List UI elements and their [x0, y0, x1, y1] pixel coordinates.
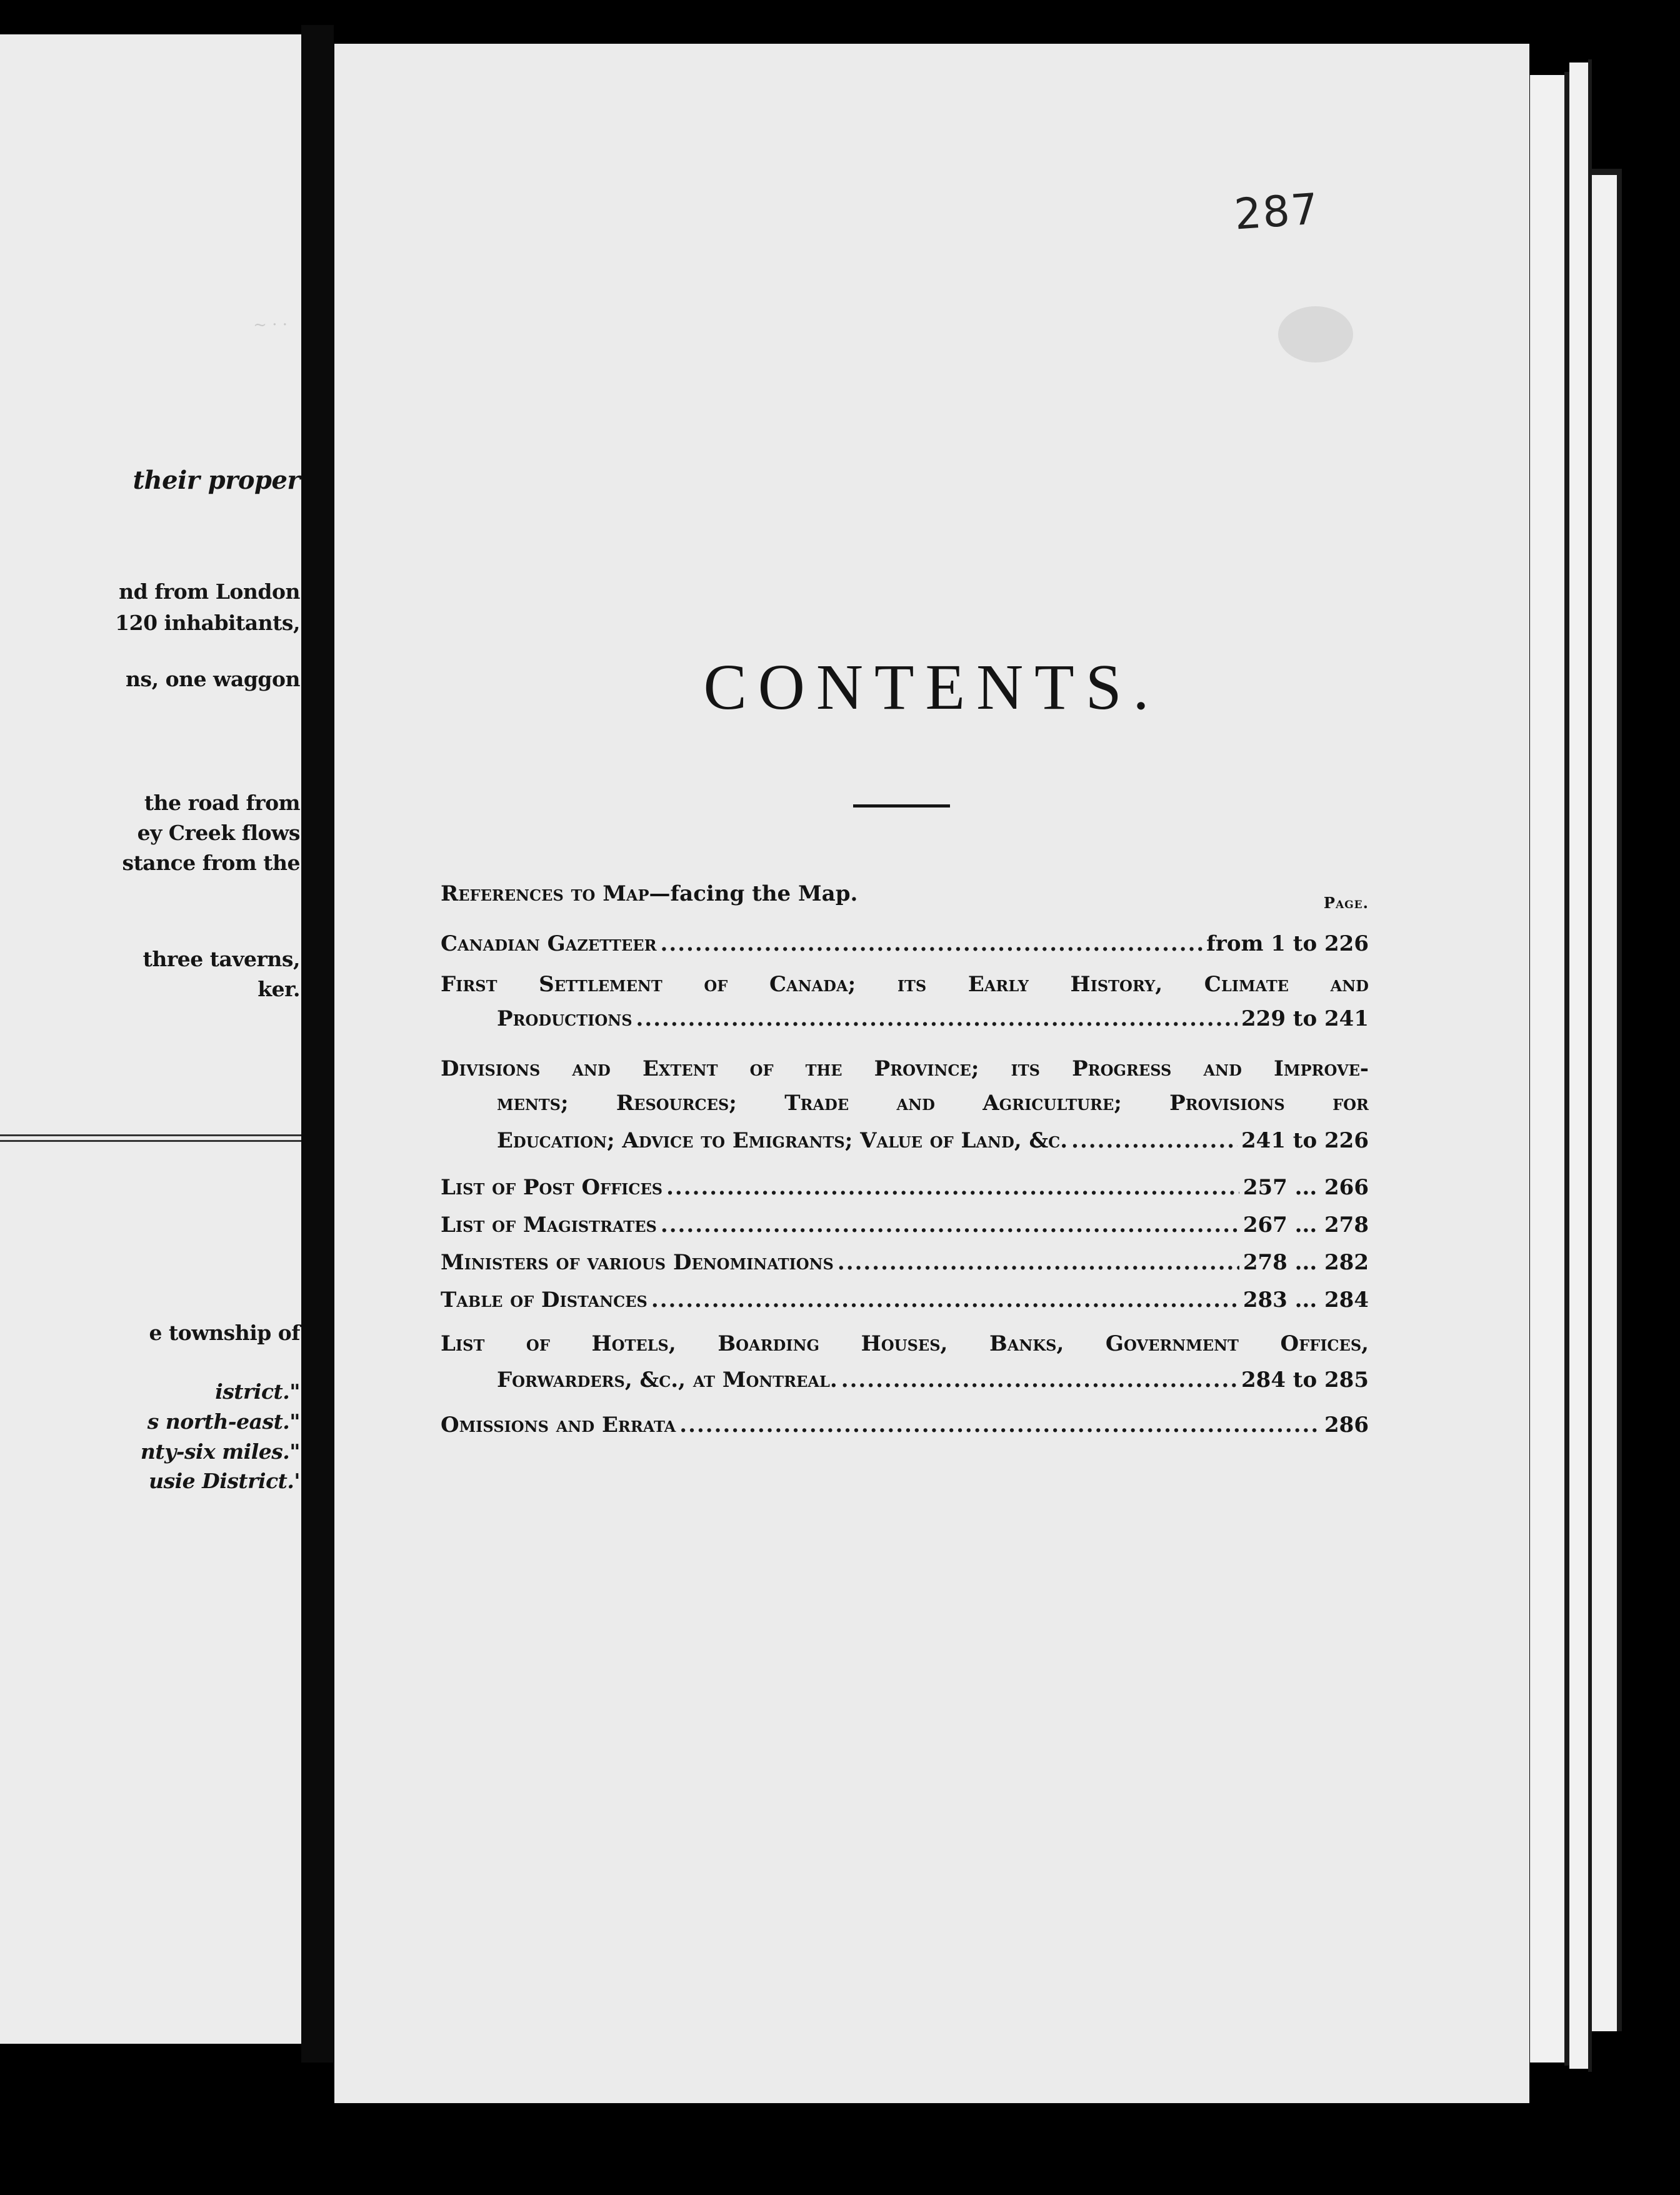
left-page-double-rule	[0, 1134, 306, 1142]
toc-label: List of Magistrates	[441, 1212, 657, 1238]
left-page-line: usie District.'	[149, 1469, 300, 1493]
left-page-line: stance from the	[122, 851, 300, 875]
page-edge-line	[1617, 169, 1622, 2031]
toc-page: 278 ... 282	[1242, 1250, 1369, 1275]
left-page-line: e township of	[149, 1321, 300, 1345]
toc-label-suffix: —facing the Map.	[649, 881, 858, 906]
leader-dots	[651, 1288, 1239, 1312]
page-edge	[1569, 62, 1588, 2069]
leader-dots	[679, 1412, 1321, 1438]
toc-entry-first-settlement	[441, 972, 1369, 1002]
toc-page: 283 ... 284	[1242, 1288, 1369, 1312]
left-page-line: their proper	[132, 466, 300, 495]
toc-entry-omissions	[441, 1412, 1369, 1442]
toc-label: Omissions and Errata	[441, 1412, 676, 1438]
page-edge	[1530, 75, 1564, 2062]
toc-entry-gazetteer	[441, 931, 1369, 961]
toc-entry-ministers	[441, 1250, 1369, 1280]
toc-entry-hotels-cont	[441, 1368, 1369, 1398]
toc-entry-hotels	[441, 1331, 1369, 1361]
page-column-header: Page.	[1323, 894, 1369, 912]
toc-label: List of Hotels, Boarding Houses, Banks, Government Offices,	[441, 1331, 1369, 1356]
toc-label: Canadian Gazetteer	[441, 931, 657, 956]
leader-dots	[661, 931, 1203, 956]
toc-label: First Settlement of Canada; its Early History, Climate and	[441, 972, 1369, 997]
title-rule	[853, 804, 950, 808]
toc-entry-magistrates	[441, 1212, 1369, 1242]
leader-dots	[666, 1175, 1239, 1200]
toc-label: Ministers of various Denominations	[441, 1250, 834, 1275]
toc-entry-divisions-cont	[441, 1091, 1369, 1121]
toc-entry-divisions-end	[441, 1128, 1369, 1158]
toc-entry-distances	[441, 1288, 1369, 1318]
toc-label: References to Map	[441, 881, 649, 906]
left-page-line: s north-east."	[147, 1409, 300, 1434]
left-page-line: 120 inhabitants,	[115, 611, 300, 635]
left-page-line: three taverns,	[142, 947, 300, 971]
toc-page: 284 to 285	[1241, 1368, 1369, 1392]
left-page-line: nty-six miles."	[140, 1439, 300, 1464]
toc-label: Forwarders, &c., at Montreal.	[497, 1368, 838, 1392]
leader-dots	[841, 1368, 1238, 1392]
page-edge	[1592, 169, 1617, 2031]
toc-label: Table of Distances	[441, 1288, 648, 1312]
leader-dots	[838, 1250, 1239, 1275]
toc-label: Divisions and Extent of the Province; its Progress and Improve-	[441, 1056, 1369, 1081]
toc-page: 241 to 226	[1241, 1128, 1369, 1153]
page-title: CONTENTS.	[703, 651, 1161, 723]
book-gutter	[301, 25, 334, 2062]
toc-page: 267 ... 278	[1242, 1212, 1369, 1238]
toc-entry-divisions	[441, 1056, 1369, 1086]
handwritten-folio-number: 287	[1232, 184, 1321, 240]
left-page-line: the road from	[144, 791, 300, 815]
left-page-line: ns, one waggon	[126, 667, 300, 691]
contents-page	[334, 44, 1529, 2103]
toc-page: 286	[1324, 1412, 1369, 1438]
toc-page: from 1 to 226	[1206, 931, 1369, 956]
left-page-line: ker.	[258, 977, 300, 1001]
toc-entry-post-offices	[441, 1175, 1369, 1205]
left-page-line: istrict."	[215, 1379, 300, 1404]
toc-label: ments; Resources; Trade and Agriculture; Provisions for	[497, 1091, 1369, 1116]
left-page-line: ey Creek flows	[137, 821, 300, 845]
toc-label: Productions	[497, 1006, 632, 1031]
toc-label: List of Post Offices	[441, 1175, 663, 1200]
leader-dots	[1071, 1128, 1238, 1153]
bleed-through-text: ~ · ·	[253, 316, 288, 334]
toc-label: Education; Advice to Emigrants; Value of Land, &c.	[497, 1128, 1068, 1153]
toc-entry-references	[441, 881, 1369, 911]
left-facing-page	[0, 34, 306, 2044]
toc-page: 257 ... 266	[1242, 1175, 1369, 1200]
leader-dots	[636, 1006, 1238, 1031]
toc-page: 229 to 241	[1241, 1006, 1369, 1031]
paper-stain	[1278, 306, 1353, 362]
page-edge-line	[1564, 72, 1569, 2066]
left-page-line: nd from London	[119, 579, 300, 604]
leader-dots	[661, 1212, 1239, 1238]
toc-entry-first-settlement-cont	[441, 1006, 1369, 1036]
